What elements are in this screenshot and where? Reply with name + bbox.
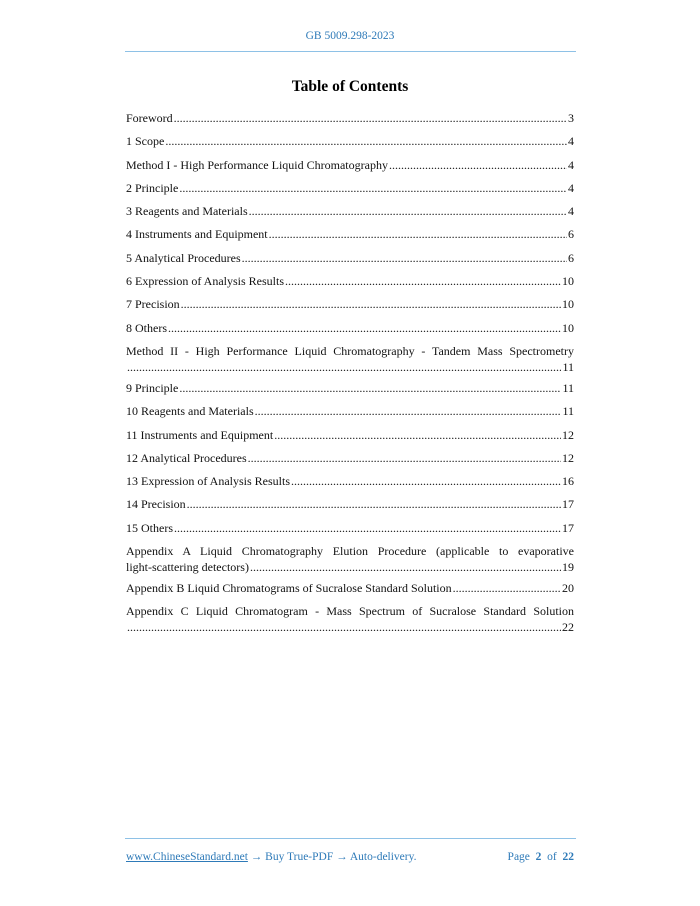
toc-entry-precision-2[interactable]: 14 Precision ..... 17	[126, 497, 574, 520]
toc-entry-reagents[interactable]: 3 Reagents and Materials ..... 4	[126, 204, 574, 227]
toc-entry-others-2[interactable]: 15 Others ..... 17	[126, 521, 574, 544]
page-number: Page 2 of 22	[507, 851, 574, 863]
toc-entry-principle[interactable]: 2 Principle ..... 4	[126, 181, 574, 204]
toc-entry-procedures[interactable]: 5 Analytical Procedures ..... 6	[126, 251, 574, 274]
toc-entry-appendix-a[interactable]: Appendix A Liquid Chromatography Elution Procedure (applicable to evaporative light-scattering detectors) ..... 19	[126, 544, 574, 576]
buy-text: Buy True-PDF	[265, 851, 334, 863]
toc-entry-method-2[interactable]: Method II - High Performance Liquid Chromatography - Tandem Mass Spectrometry ..... 11	[126, 344, 574, 376]
page-title: Table of Contents	[291, 78, 409, 95]
footer-divider	[125, 838, 576, 839]
toc-entry-results-2[interactable]: 13 Expression of Analysis Results ..... 16	[126, 474, 574, 497]
toc-entry-procedures-2[interactable]: 12 Analytical Procedures ..... 12	[126, 451, 574, 474]
arrow-right-icon: →	[250, 851, 263, 863]
toc-entry-appendix-b[interactable]: Appendix B Liquid Chromatograms of Sucralose Standard Solution ..... 20	[126, 581, 574, 604]
toc-entry-foreword[interactable]: Foreword ..... 3	[126, 111, 574, 134]
header-divider	[125, 51, 576, 52]
toc-entry-others[interactable]: 8 Others ..... 10	[126, 321, 574, 344]
site-link[interactable]: www.ChineseStandard.net	[126, 851, 248, 863]
delivery-text: Auto-delivery.	[349, 851, 417, 863]
toc-entry-scope[interactable]: 1 Scope ..... 4	[126, 134, 574, 157]
toc-entry-appendix-c[interactable]: Appendix C Liquid Chromatogram - Mass Spectrum of Sucralose Standard Solution ..... 22	[126, 604, 574, 636]
toc-entry-instruments-2[interactable]: 11 Instruments and Equipment ..... 12	[126, 428, 574, 451]
arrow-right-icon: →	[336, 851, 348, 863]
toc-entry-principle-2[interactable]: 9 Principle ..... 11	[126, 381, 574, 404]
running-header: GB 5009.298-2023	[305, 30, 395, 42]
toc-entry-reagents-2[interactable]: 10 Reagents and Materials ..... 11	[126, 404, 574, 427]
toc-entry-method-1[interactable]: Method I - High Performance Liquid Chromatography ..... 4	[126, 158, 574, 181]
table-of-contents	[126, 111, 574, 641]
toc-entry-instruments[interactable]: 4 Instruments and Equipment ..... 6	[126, 227, 574, 250]
toc-entry-precision[interactable]: 7 Precision ..... 10	[126, 297, 574, 320]
toc-entry-results[interactable]: 6 Expression of Analysis Results ..... 10	[126, 274, 574, 297]
